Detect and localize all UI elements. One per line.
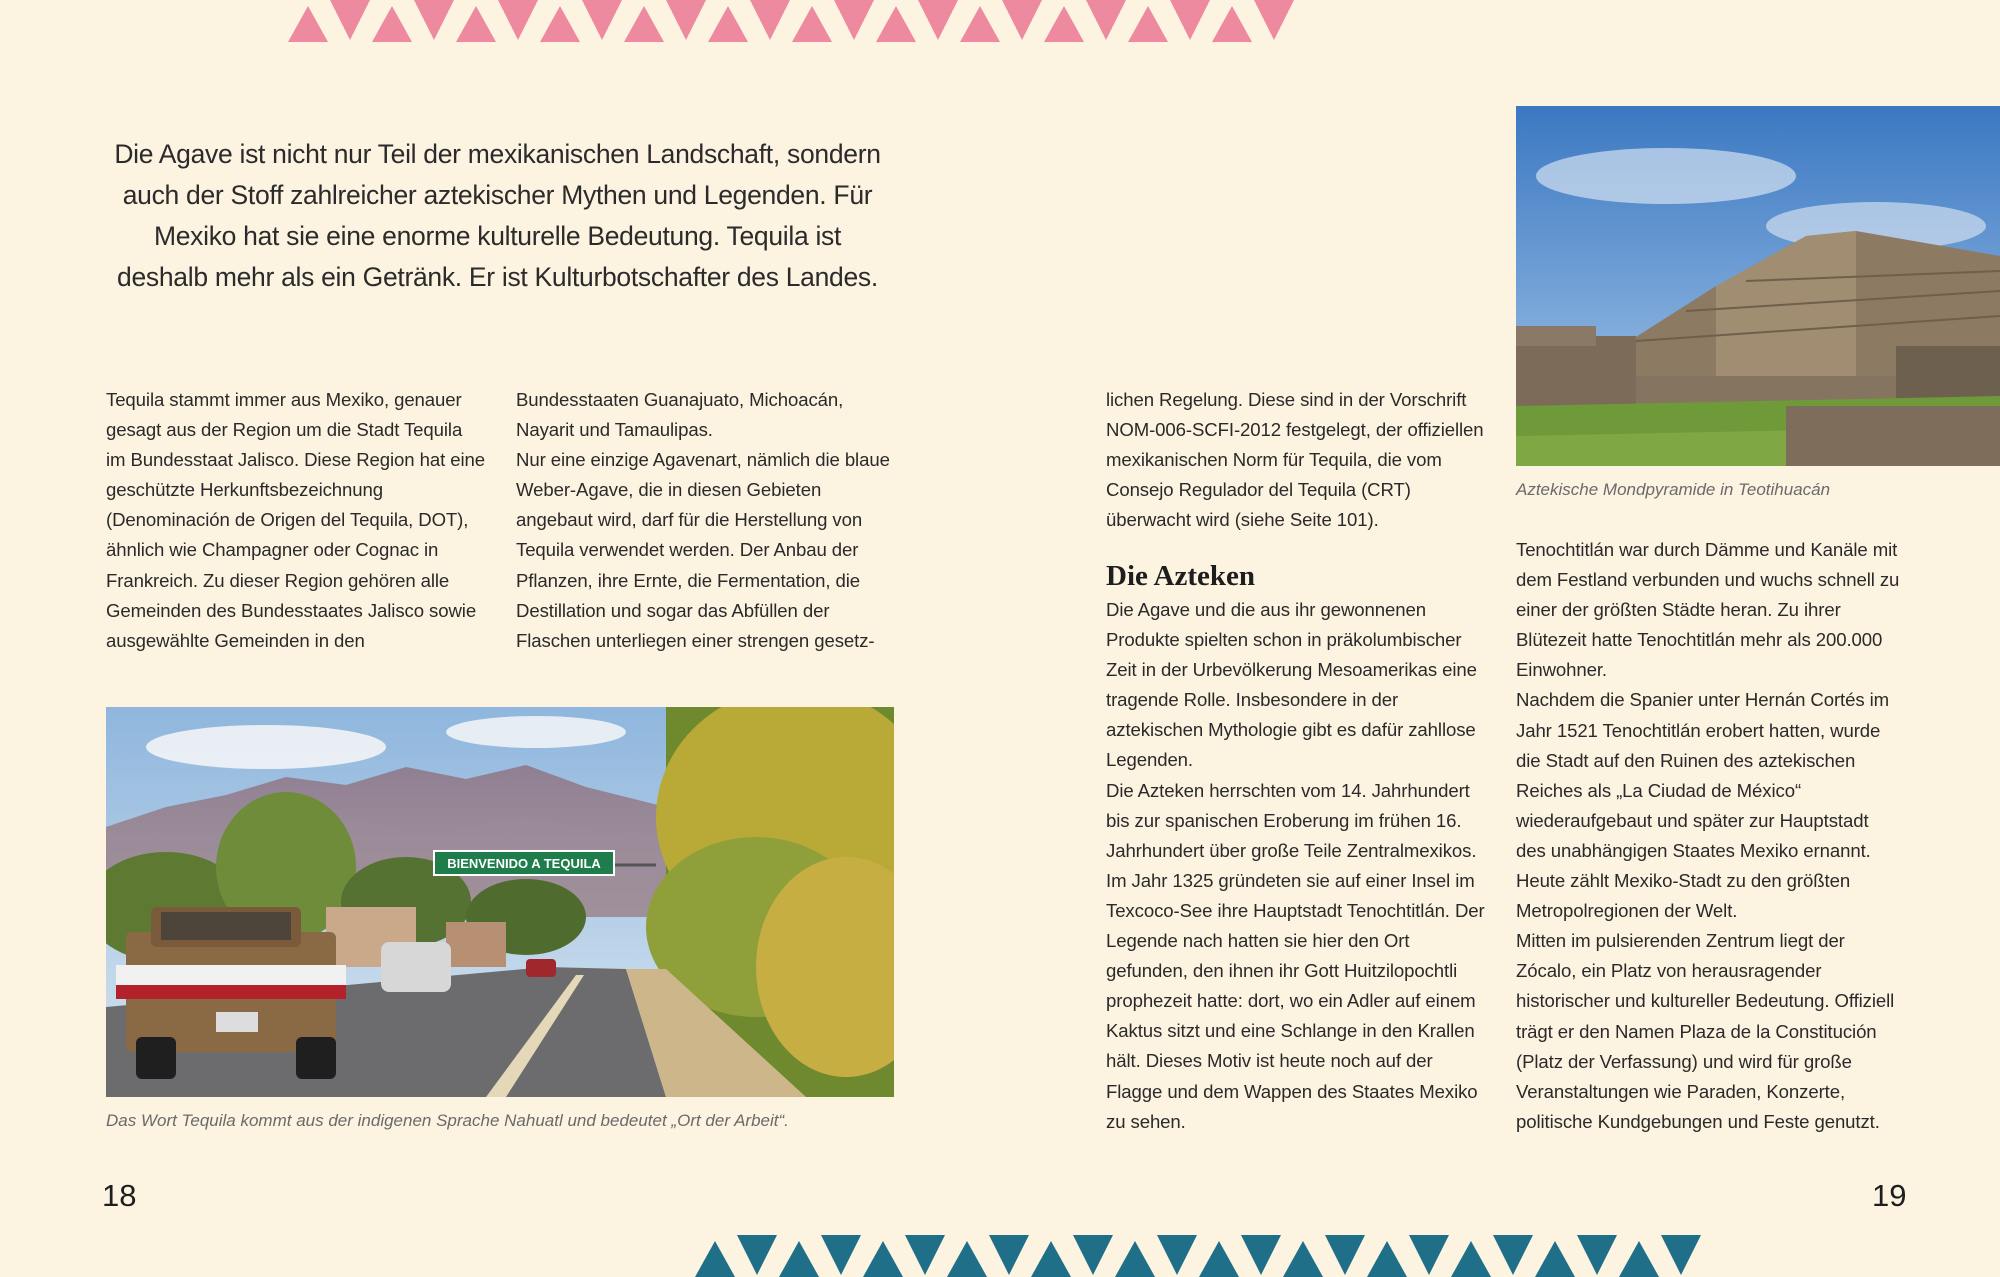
pyramid-photo-caption: Aztekische Mondpyramide in Teotihuacán xyxy=(1516,480,1831,499)
street-sign-text: BIENVENIDO A TEQUILA xyxy=(447,856,601,871)
decorative-triangle xyxy=(1044,6,1084,42)
page-number-left: 18 xyxy=(102,1178,137,1213)
decorative-triangle xyxy=(414,0,454,40)
decorative-triangle xyxy=(624,6,664,42)
decorative-triangle xyxy=(863,1241,903,1277)
decorative-triangle xyxy=(288,6,328,42)
col1-paragraph: Tequila stammt immer aus Mexiko, genauer gesagt aus der Region um die Stadt Tequila im Bundesstaat Jalisco. Diese Region hat eine geschützte Herkunftsbezeichnung (Denominación de Origen del Tequila, DOT), ähnlich wie Champagner oder Cognac in Frankreich. Zu dieser Region gehören alle Gemeinden des Bundesstaates Jalisco sowie ausgewählte Gemeinden in den xyxy=(106,389,485,651)
col4-paragraph-1: Tenochtitlán war durch Dämme und Kanäle mit dem Festland verbunden und wuchs schnell zu einer der größten Städte heran. Zu ihrer Blütezeit hatte Tenochtitlán mehr als 200.000 Einwohner. xyxy=(1516,539,1900,681)
decorative-triangle xyxy=(947,1241,987,1277)
intro-paragraph: Die Agave ist nicht nur Teil der mexikanischen Landschaft, sondern auch der Stoff zahlreicher aztekischer Mythen und Legenden. Für Mexiko hat sie eine enorme kulturelle Bedeutung. Tequila ist deshalb mehr als ein Getränk. Er ist Kulturbotschafter des Landes. xyxy=(114,139,881,292)
decorative-triangle xyxy=(1212,6,1252,42)
pink-triangle-band xyxy=(0,0,2000,50)
decorative-triangle xyxy=(1254,0,1294,40)
decorative-triangle xyxy=(1325,1235,1365,1275)
decorative-triangle xyxy=(1241,1235,1281,1275)
decorative-triangle xyxy=(989,1235,1029,1275)
decorative-triangle xyxy=(582,0,622,40)
decorative-triangle xyxy=(821,1235,861,1275)
decorative-triangle xyxy=(1451,1241,1491,1277)
decorative-triangle xyxy=(1283,1241,1323,1277)
col4-paragraph-3: Mitten im pulsierenden Zentrum liegt der Zócalo, ein Platz von herausragender historischer und kultureller Bedeutung. Offiziell trägt er den Namen Plaza de la Constitución (Platz der Verfassung) und wird für große Veranstaltungen wie Paraden, Konzerte, politische Kundgebungen und Feste genutzt. xyxy=(1516,930,1895,1132)
decorative-triangle xyxy=(779,1241,819,1277)
decorative-triangle xyxy=(695,1241,735,1277)
decorative-triangle xyxy=(372,6,412,42)
section-heading: Die Azteken xyxy=(1106,560,1255,592)
decorative-triangle xyxy=(1661,1235,1701,1275)
decorative-triangle xyxy=(1073,1235,1113,1275)
col3-paragraph-1: Die Agave und die aus ihr gewonnenen Produkte spielten schon in präkolumbischer Zeit in der Urbevölkerung Mesoamerikas eine tragende Rolle. Insbesondere in der aztekischen Mythologie gibt es dafür zahllose Legenden. xyxy=(1106,599,1477,771)
decorative-triangle xyxy=(1157,1235,1197,1275)
decorative-triangle xyxy=(1086,0,1126,40)
text-column-3-top xyxy=(1106,385,1486,535)
decorative-triangle xyxy=(1031,1241,1071,1277)
decorative-triangle xyxy=(737,1235,777,1275)
teal-triangle-band xyxy=(0,1230,2000,1277)
col3-paragraph-top: lichen Regelung. Diese sind in der Vorschrift NOM-006-SCFI-2012 festgelegt, der offiziellen mexikanischen Norm für Tequila, die vom Consejo Regulador del Tequila (CRT) überwacht wird (siehe Seite 101). xyxy=(1106,389,1484,531)
decorative-triangle xyxy=(1493,1235,1533,1275)
decorative-triangle xyxy=(1002,0,1042,40)
decorative-triangle xyxy=(750,0,790,40)
decorative-triangle xyxy=(1367,1241,1407,1277)
decorative-triangle xyxy=(918,0,958,40)
col2-paragraph-2: Nur eine einzige Agavenart, nämlich die blaue Weber-Agave, die in diesen Gebieten angebaut wird, darf für die Herstellung von Tequila verwendet werden. Der Anbau der Pflanzen, ihre Ernte, die Fermentation, die Destillation und sogar das Abfüllen der Flaschen unterliegen einer strengen gesetz- xyxy=(516,449,890,651)
decorative-triangle xyxy=(456,6,496,42)
page-number-right: 19 xyxy=(1872,1178,1907,1213)
text-column-2 xyxy=(516,385,896,656)
tequila-road-photo xyxy=(106,707,894,1097)
decorative-triangle xyxy=(540,6,580,42)
col4-paragraph-2: Nachdem die Spanier unter Hernán Cortés im Jahr 1521 Tenochtitlán erobert hatten, wurde die Stadt auf den Ruinen des aztekischen Reiches als „La Ciudad de México“ wiederaufgebaut und später zur Hauptstadt des unabhängigen Staates Mexiko ernannt. Heute zählt Mexiko-Stadt zu den größten Metropolregionen der Welt. xyxy=(1516,689,1890,922)
decorative-triangle xyxy=(1199,1241,1239,1277)
decorative-triangle xyxy=(876,6,916,42)
decorative-triangle xyxy=(1577,1235,1617,1275)
text-column-3-body xyxy=(1106,595,1492,1137)
col3-paragraph-2: Die Azteken herrschten vom 14. Jahrhundert bis zur spanischen Eroberung im frühen 16. Jahrhundert über große Teile Zentralmexikos. Im Jahr 1325 gründeten sie auf einer Insel im Texcoco-See ihre Hauptstadt Tenochtitlán. Der Legende nach hatten sie hier den Ort gefunden, den ihnen ihr Gott Huitzilopochtli prophezeit hatte: dort, wo ein Adler auf einem Kaktus sitzt und eine Schlange in den Krallen hält. Dieses Motiv ist heute noch auf der Flagge und dem Wappen des Staates Mexiko zu sehen. xyxy=(1106,779,1485,1132)
decorative-triangle xyxy=(1115,1241,1155,1277)
decorative-triangle xyxy=(708,6,748,42)
decorative-triangle xyxy=(498,0,538,40)
decorative-triangle xyxy=(1409,1235,1449,1275)
decorative-triangle xyxy=(960,6,1000,42)
decorative-triangle xyxy=(834,0,874,40)
decorative-triangle xyxy=(905,1235,945,1275)
decorative-triangle xyxy=(1128,6,1168,42)
decorative-triangle xyxy=(1619,1241,1659,1277)
decorative-triangle xyxy=(330,0,370,40)
text-column-1 xyxy=(106,385,486,656)
text-column-4 xyxy=(1516,535,1902,1137)
decorative-triangle xyxy=(1170,0,1210,40)
decorative-triangle xyxy=(666,0,706,40)
col2-paragraph-1: Bundesstaaten Guanajuato, Michoacán, Nayarit und Tamaulipas. xyxy=(516,389,844,441)
road-photo-caption: Das Wort Tequila kommt aus der indigenen Sprache Nahuatl und bedeutet „Ort der Arbeit“. xyxy=(106,1111,789,1130)
pyramid-photo xyxy=(1516,106,2000,466)
decorative-triangle xyxy=(1535,1241,1575,1277)
decorative-triangle xyxy=(792,6,832,42)
